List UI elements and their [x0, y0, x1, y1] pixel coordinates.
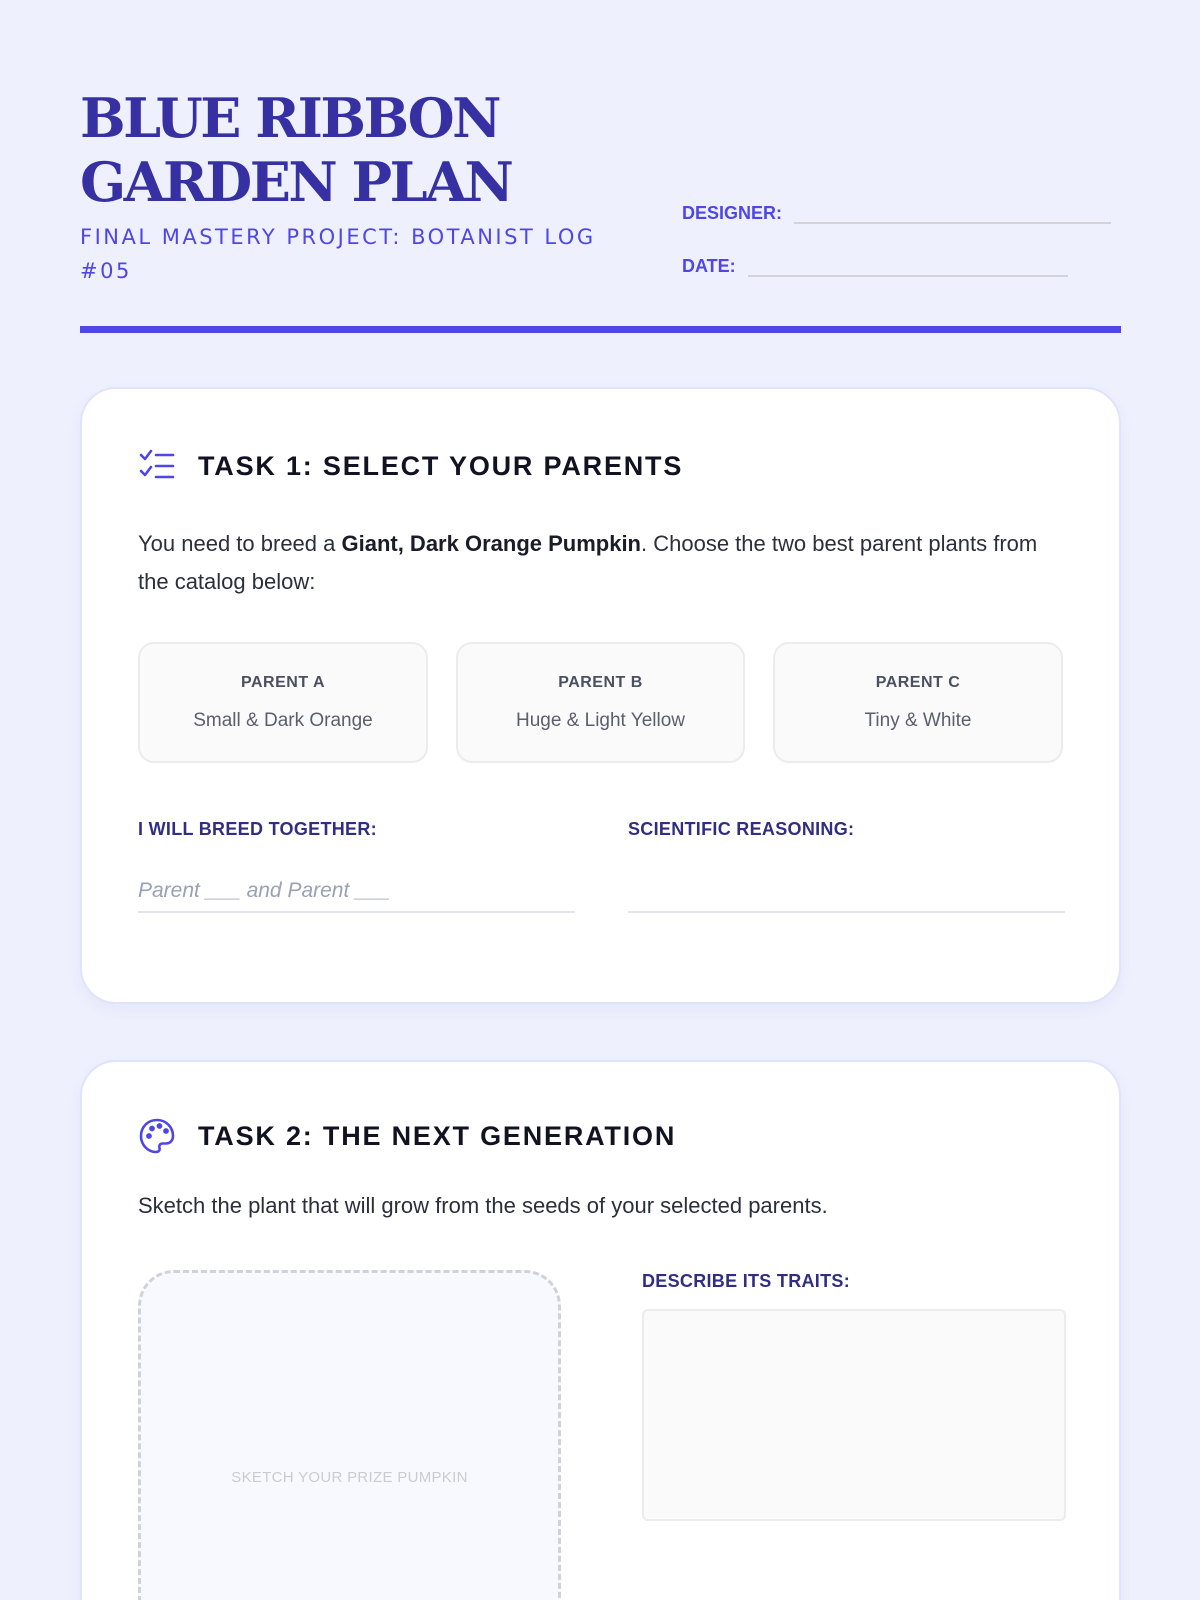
page-subtitle: FINAL MASTERY PROJECT: BOTANIST LOG #05	[80, 225, 596, 283]
describe-traits-label: DESCRIBE ITS TRAITS:	[642, 1271, 851, 1291]
task-1-header	[138, 447, 683, 485]
header-divider	[80, 326, 1121, 333]
task-1-card	[80, 387, 1121, 1004]
sketch-hint: SKETCH YOUR PRIZE PUMPKIN	[231, 1469, 468, 1486]
task-1-instructions	[138, 525, 1058, 601]
page-title	[80, 86, 640, 214]
worksheet-header	[80, 0, 1121, 335]
task-1-title: TASK 1: SELECT YOUR PARENTS	[198, 450, 684, 481]
task-2-card	[80, 1060, 1121, 1600]
worksheet-page	[80, 0, 1121, 1486]
scientific-reasoning-field[interactable]	[628, 879, 1065, 913]
palette-icon	[138, 1117, 176, 1155]
date-input-line[interactable]	[748, 255, 1068, 277]
task-2-instructions: Sketch the plant that will grow from the seeds of your selected parents.	[138, 1193, 828, 1218]
parent-description: Huge & Light Yellow	[515, 710, 685, 731]
parent-catalog	[138, 642, 1063, 763]
breed-together-label: I WILL BREED TOGETHER:	[138, 819, 377, 839]
task-2-header	[138, 1117, 676, 1155]
designer-label: DESIGNER:	[682, 203, 783, 223]
breed-together-placeholder: Parent ___ and Parent ___	[138, 879, 391, 902]
target-plant: Giant, Dark Orange Pumpkin	[341, 531, 641, 556]
parent-card-b[interactable]	[456, 642, 745, 763]
parent-description: Tiny & White	[864, 710, 972, 731]
intro-text-end: . Choose the two best parent plants from the catalog below:	[138, 531, 1038, 594]
date-field	[682, 255, 1068, 277]
date-label: DATE:	[682, 256, 736, 276]
sketch-area[interactable]	[138, 1270, 561, 1600]
parent-label: PARENT B	[558, 674, 643, 691]
designer-field	[682, 202, 1111, 224]
parent-card-a[interactable]	[138, 642, 428, 763]
scientific-reasoning-label: SCIENTIFIC REASONING:	[628, 819, 855, 839]
parent-card-c[interactable]	[773, 642, 1063, 763]
designer-input-line[interactable]	[794, 202, 1111, 224]
parent-label: PARENT C	[875, 674, 961, 691]
intro-text-start: You need to breed a	[138, 531, 342, 556]
checklist-icon	[138, 447, 176, 485]
describe-traits-field[interactable]	[642, 1309, 1066, 1521]
parent-label: PARENT A	[241, 674, 325, 691]
task-2-title: TASK 2: THE NEXT GENERATION	[198, 1120, 677, 1151]
parent-description: Small & Dark Orange	[193, 710, 373, 731]
breed-together-field[interactable]	[138, 879, 575, 913]
title-line-1: BLUE RIBBON	[80, 86, 500, 150]
title-line-2: GARDEN PLAN	[80, 150, 512, 214]
